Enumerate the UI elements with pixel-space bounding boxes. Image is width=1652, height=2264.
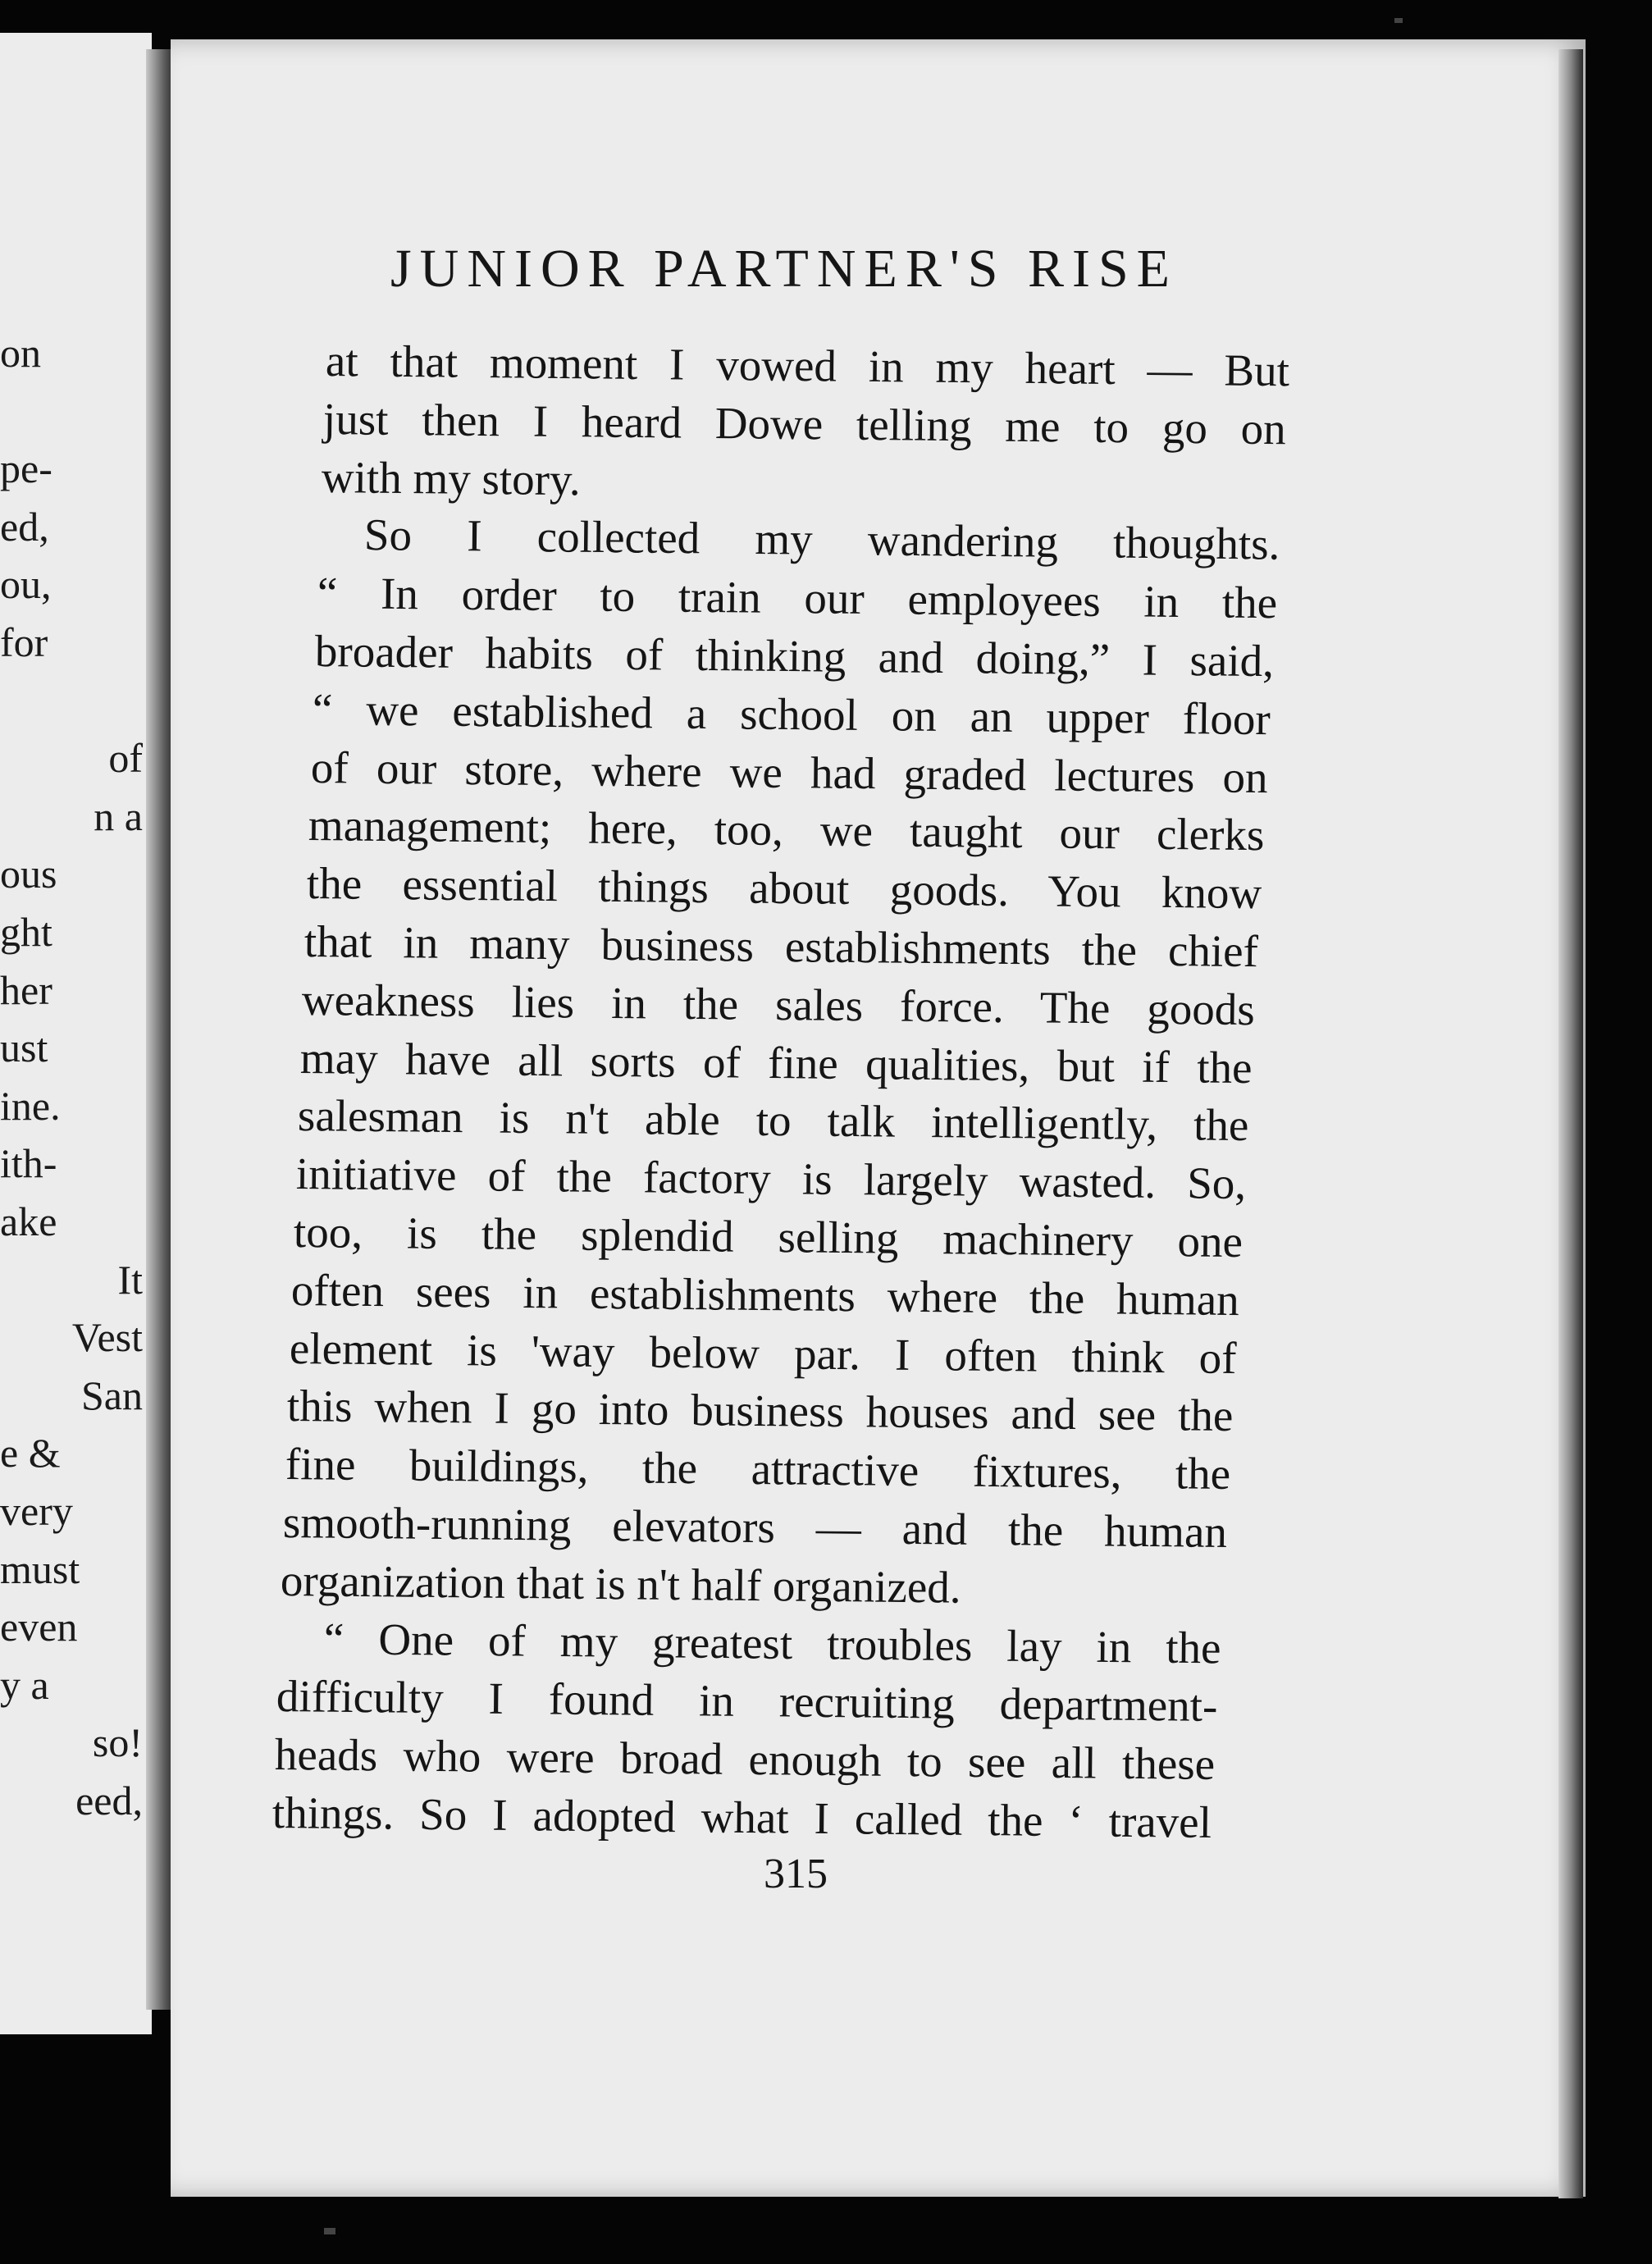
left-page-fragment: must bbox=[0, 1545, 80, 1592]
scan-speck bbox=[324, 2228, 335, 2234]
body-line: initiative of the factory is largely wasted. So, bbox=[295, 1148, 1247, 1209]
body-line: often sees in establishments where the human bbox=[291, 1264, 1240, 1325]
body-line: that in many business establishments the chief bbox=[303, 916, 1259, 977]
left-page-fragment: even bbox=[0, 1604, 78, 1650]
body-line: salesman is n't able to talk intelligently, the bbox=[297, 1090, 1249, 1151]
left-page-fragment: ou, bbox=[0, 561, 52, 608]
body-line: So I collected my wandering thoughts. bbox=[363, 509, 1280, 570]
body-line: organization that is n't half organized. bbox=[281, 1554, 962, 1613]
page-number: 315 bbox=[764, 1851, 828, 1897]
left-page-fragment: San bbox=[81, 1372, 143, 1418]
left-page-fragment: ous bbox=[0, 851, 57, 897]
body-line: smooth-running elevators — and the human bbox=[282, 1497, 1228, 1558]
left-page-fragment: so! bbox=[92, 1719, 143, 1766]
left-page-fragment: ake bbox=[0, 1198, 57, 1244]
body-line: heads who were broad enough to see all these bbox=[274, 1729, 1216, 1790]
body-line: just then I heard Dowe telling me to go on bbox=[323, 393, 1287, 454]
body-line: management; here, too, we taught our clerks bbox=[308, 800, 1265, 860]
running-head: JUNIOR PARTNER'S RISE bbox=[390, 239, 1178, 299]
left-page-fragment: n a bbox=[94, 792, 143, 839]
body-line: the essential things about goods. You know bbox=[306, 858, 1262, 919]
body-line: “ we established a school on an upper floor bbox=[313, 683, 1271, 745]
body-line: too, is the splendid selling machinery one bbox=[293, 1207, 1244, 1267]
body-line: this when I go into business houses and see the bbox=[286, 1381, 1234, 1441]
body-line: of our store, where we had graded lectures on bbox=[310, 742, 1268, 802]
body-line: element is 'way below par. I often think of bbox=[289, 1322, 1237, 1383]
left-page-fragment: Vest bbox=[71, 1314, 143, 1361]
left-page-fragment: It bbox=[117, 1256, 143, 1303]
scan-speck bbox=[1394, 18, 1403, 23]
left-page-fragment: ine. bbox=[0, 1082, 61, 1129]
body-line: broader habits of thinking and doing,” I said, bbox=[314, 626, 1275, 687]
left-page-fragment: ust bbox=[0, 1025, 48, 1071]
body-line: at that moment I vowed in my heart — But bbox=[325, 335, 1290, 396]
left-page-fragment: ed, bbox=[0, 503, 49, 550]
left-page-fragment: y a bbox=[0, 1661, 49, 1708]
body-line: difficulty I found in recruiting department- bbox=[276, 1671, 1218, 1732]
left-page-fragment: for bbox=[0, 619, 48, 665]
body-line: fine buildings, the attractive fixtures, the bbox=[285, 1439, 1231, 1499]
left-page-fragment: ght bbox=[0, 909, 52, 955]
body-line: weakness lies in the sales force. The goods bbox=[302, 974, 1256, 1034]
body-line: may have all sorts of fine qualities, but if the bbox=[299, 1032, 1253, 1093]
body-line: “ One of my greatest troubles lay in the bbox=[323, 1613, 1221, 1673]
left-page-fragment: ith- bbox=[0, 1140, 57, 1187]
left-page-fragment: pe- bbox=[0, 445, 52, 492]
left-page-fragment: e & bbox=[0, 1430, 61, 1477]
body-line: things. So I adopted what I called the ‘ travel bbox=[272, 1787, 1212, 1847]
body-line: with my story. bbox=[321, 451, 581, 504]
body-line: “ In order to train our employees in the bbox=[317, 568, 1278, 628]
left-page-fragment: of bbox=[108, 735, 143, 782]
left-page-fragment: very bbox=[0, 1488, 73, 1534]
left-page-fragment: eed, bbox=[75, 1778, 143, 1824]
left-page-fragment: on bbox=[0, 330, 41, 376]
left-page-fragment: her bbox=[0, 966, 52, 1013]
